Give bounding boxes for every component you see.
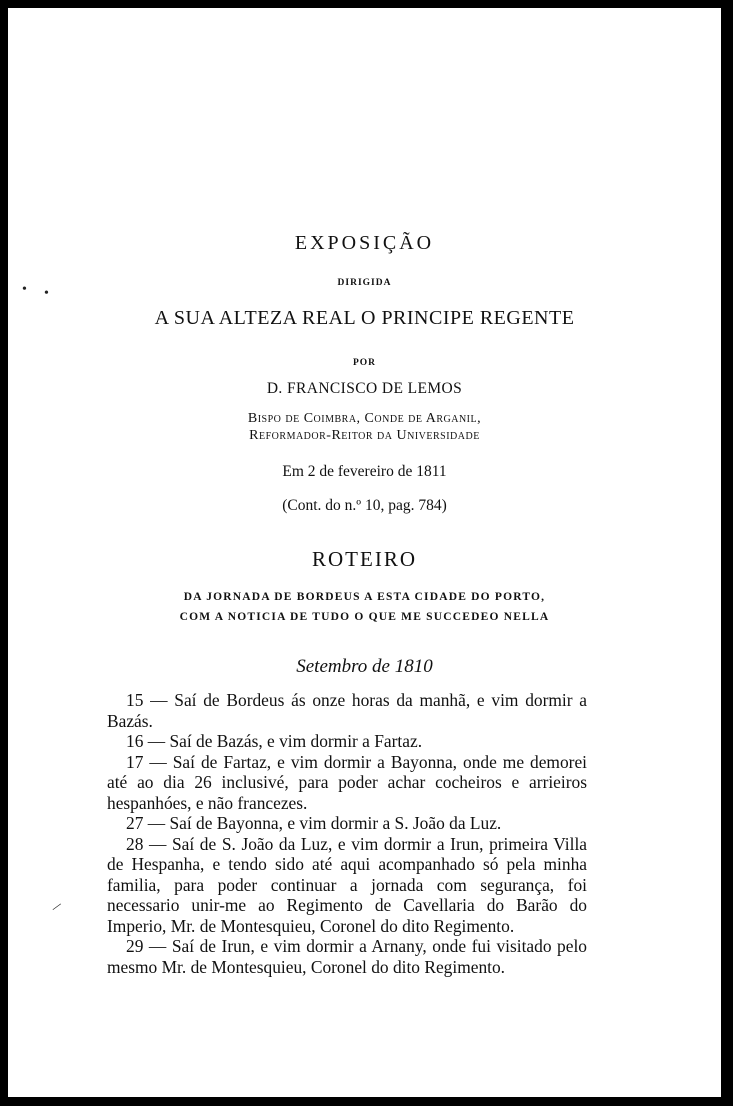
diary-entry: 16 — Saí de Bazás, e vim dormir a Fartaz. xyxy=(126,731,423,751)
margin-dot-mark: • xyxy=(44,286,49,301)
diary-entry: 15 — Saí de Bordeus ás onze horas da manhã, e vim dormir a Bazás. xyxy=(107,690,587,731)
author-title-line1: Bispo de Coimbra, Conde de Arganil, xyxy=(247,411,482,426)
month-heading: Setembro de 1810 xyxy=(296,656,433,677)
addressee-heading: A SUA ALTEZA REAL O PRINCIPE REGENTE xyxy=(154,307,575,329)
margin-dot-mark: • xyxy=(22,282,27,297)
diary-entries xyxy=(107,690,587,977)
section-subtitle-line2: COM A NOTICIA DE TUDO O QUE ME SUCCEDEO NELLA xyxy=(179,611,550,623)
section-subtitle-line1: DA JORNADA DE BORDEUS A ESTA CIDADE DO PORTO, xyxy=(183,591,546,603)
document-page xyxy=(8,8,721,1097)
author-title-line2: Reformador-Reitor da Universidade xyxy=(249,428,480,443)
document-date: Em 2 de fevereiro de 1811 xyxy=(282,463,447,480)
por-label: POR xyxy=(352,358,377,368)
diary-entry: 28 — Saí de S. João da Luz, e vim dormir a Irun, primeira Villa de Hespanha, e tendo sido até aqui acompanhado só pela minha familia, para poder continuar a jornada com segurança, foi necessario unir-me ao Regimento de Cavellaria do Barão do Imperio, Mr. de Montesquieu, Coronel do dito Regimento. xyxy=(107,833,587,936)
diary-entry: 17 — Saí de Fartaz, e vim dormir a Bayonna, onde me demorei até ao dia 26 inclusivé, para poder achar cocheiros e arrieiros hespanhóes, e não francezes. xyxy=(107,751,587,813)
diary-entry: 27 — Saí de Bayonna, e vim dormir a S. João da Luz. xyxy=(126,813,502,833)
author-name: D. FRANCISCO DE LEMOS xyxy=(266,380,463,397)
margin-stroke-mark: / xyxy=(50,900,63,915)
diary-entry: 29 — Saí de Irun, e vim dormir a Arnany, onde fui visitado pelo mesmo Mr. de Montesquieu, Coronel do dito Regimento. xyxy=(107,936,587,977)
continuation-note: (Cont. do n.º 10, pag. 784) xyxy=(282,497,447,514)
dirigida-label: DIRIGIDA xyxy=(337,278,392,288)
section-title: ROTEIRO xyxy=(312,547,417,571)
document-title: EXPOSIÇÃO xyxy=(294,232,435,254)
